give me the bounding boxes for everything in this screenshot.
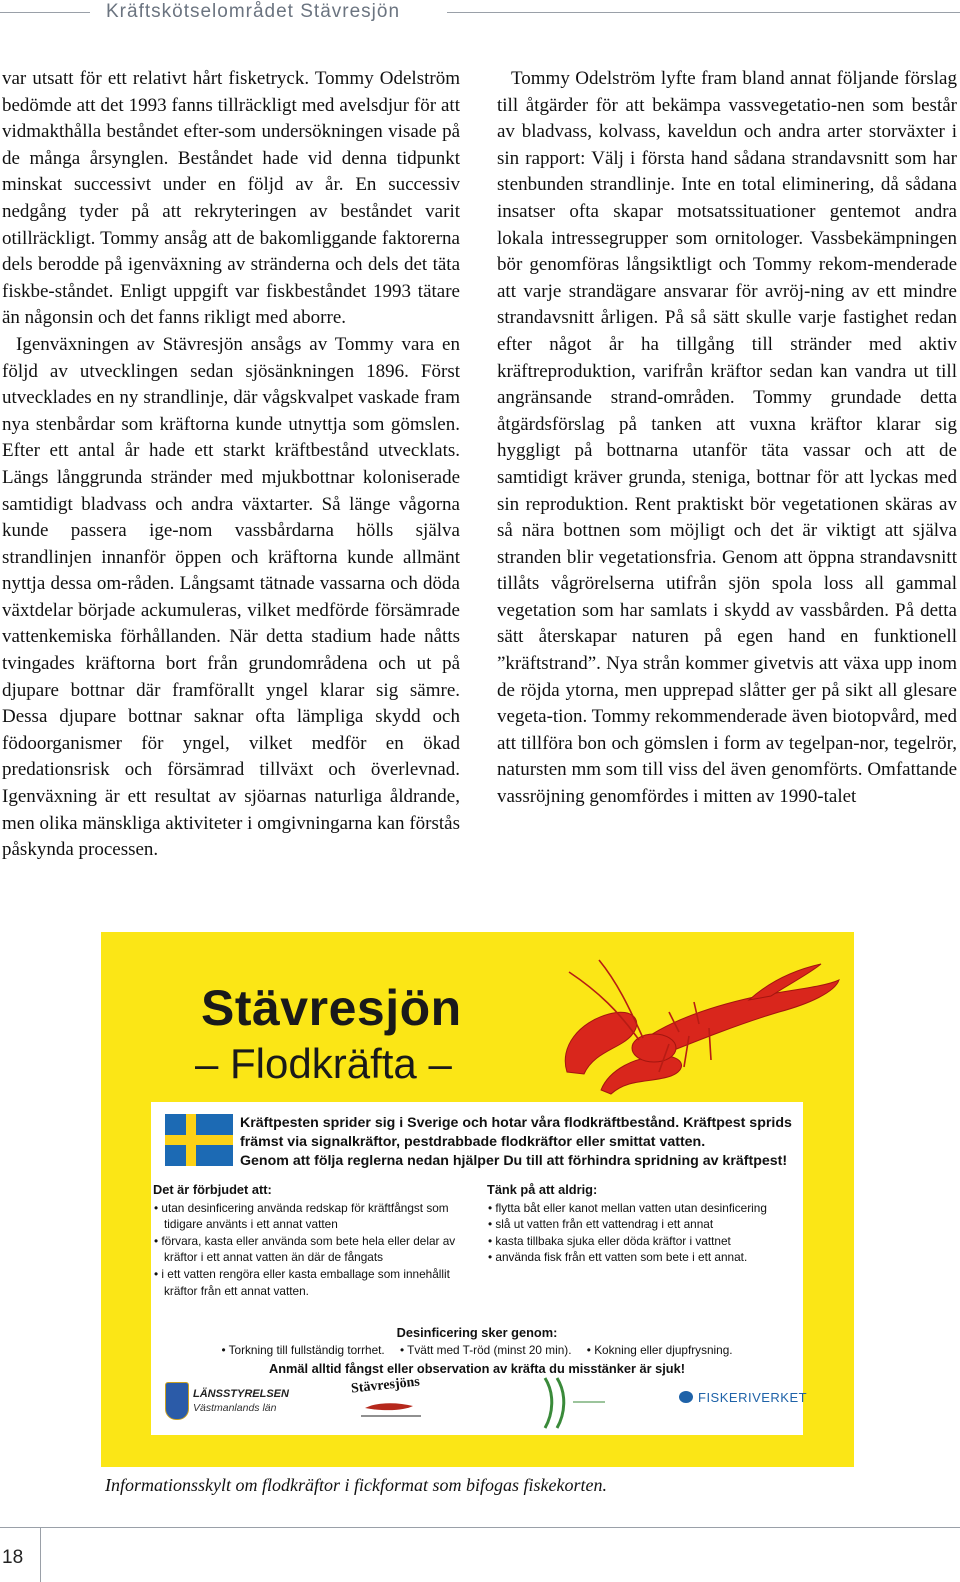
disinfection-heading: Desinficering sker genom: xyxy=(396,1325,558,1340)
forbidden-heading: Det är förbjudet att: xyxy=(153,1182,272,1197)
never-item: • slå ut vatten från ett vattendrag i ett annat xyxy=(488,1217,714,1232)
disinfection-method: • Torkning till fullständig torrhet. xyxy=(221,1343,385,1357)
report-notice: Anmäl alltid fångst eller observation av kräfta du misstänker är sjuk! xyxy=(268,1361,686,1376)
crayfish-info-sign xyxy=(101,932,854,1467)
never-list xyxy=(487,1182,797,1266)
fiskeriverket-logo xyxy=(679,1390,807,1405)
sponsor-logos xyxy=(151,1368,808,1435)
never-item: • flytta båt eller kanot mellan vatten utan desinficering xyxy=(488,1200,767,1215)
crayfish-emblem-icon xyxy=(351,1376,431,1422)
warning-line: Kräftpesten sprider sig i Sverige och hotar våra flodkräftbestånd. Kräftpest sprids xyxy=(240,1115,792,1131)
fish-icon xyxy=(679,1391,693,1403)
crayfish-illustration xyxy=(539,952,844,1097)
hushallningssallskapet-logo xyxy=(539,1374,609,1430)
right-paragraph-1: Tommy Odelström lyfte fram bland annat följande förslag till åtgärder för att bekämpa vassvegetatio-nen som består av bladvass, kolvass, kaveldun och andra arter storväxter i sin rapport: Välj i första hand sådana strandavsnitt som har stenbunden strandlinje. Inte en total eliminering, då sådana insatser ofta skapar motsatssituationer gentemot andra lokala intressegrupper som ornitologer. Vassbekämpningen bör genomföras långsiktligt och Tommy rekom-menderade att varje strandägare ansvarar för avröj-ning av ett mindre strandavsnitt årligen. På så sätt skulle varje fastighet redan efter något år ha tillgång till stränder med aktiv kräftreproduktion, varifrån kräftor sedan kan vandra ut till angränsande strand-områden. Tommy grundade detta åtgärdsförslag på tanken att vuxna kräftor klarar sig hyggligt på bottnarna utanför täta vassar och att de samtidigt kräver grunda, steniga, bottnar för att lyckas med sin reproduktion. Rent praktiskt bör vegetationen skäras av så nära bottnen som möjligt och det är viktigt att själva stranden blir vegetationsfria. Genom att öppna strandavsnitt tillåts vågrörelserna utifrån sjön spola loss all gammal vegetation som har samlats i skydd av vassbården. På detta sätt återskapar naturen på egen hand en funktionell ”kräftstrand”. Nya strån kommer givetvis att växa upp inom de röjda ytorna, men upprepad slåtter ger på sikt all glesare vegeta-tion. Tommy rekommenderade även biotopvård, med att tillföra bon och gömslen i form av tegelpan-nor, tegelrör, natursten mm som till viss del även genomförts. Omfattande vassröjning genomfördes i mitten av 1990-talet xyxy=(497,68,957,808)
lansstyrelsen-name: LÄNSSTYRELSEN xyxy=(193,1388,289,1400)
sign-subtitle: – Flodkräfta – xyxy=(195,1040,452,1087)
never-heading: Tänk på att aldrig: xyxy=(487,1182,598,1197)
header-title: Kräftskötselområdet Stävresjön xyxy=(106,1,401,22)
lansstyrelsen-region: Västmanlands län xyxy=(193,1402,277,1414)
never-item: • använda fisk från ett vatten som bete i ett annat. xyxy=(488,1250,748,1265)
footer-rule xyxy=(0,1527,960,1528)
crayfish-plague-warning xyxy=(240,1114,800,1171)
county-crest-icon xyxy=(165,1382,189,1420)
disinfection-method: • Kokning eller djupfrysning. xyxy=(586,1343,733,1357)
disinfection-methods xyxy=(151,1341,803,1359)
swedish-flag-icon xyxy=(165,1114,233,1166)
stavresjons-association-logo xyxy=(351,1376,431,1422)
sign-rules-panel xyxy=(151,1102,808,1435)
forbidden-item: • utan desinficering använda redskap för kräftfångst som tidigare använts i ett annat vatten xyxy=(154,1200,449,1232)
warning-line: främst via signalkräftor, pestdrabbade flodkräftor eller smittat vatten. xyxy=(240,1134,706,1150)
running-header xyxy=(0,0,960,26)
disinfection-method: • Tvätt med T-röd (minst 20 min). xyxy=(399,1343,572,1357)
page-number: 18 xyxy=(2,1547,24,1568)
right-text-column xyxy=(497,66,957,811)
stavresjons-logo-text: Stävresjöns xyxy=(350,1374,421,1397)
left-text-column xyxy=(2,66,460,864)
sign-title: Stävresjön xyxy=(201,980,462,1036)
warning-line: Genom att följa reglerna nedan hjälper Du till att förhindra spridning av kräftpest! xyxy=(240,1153,788,1169)
left-paragraph-2: Igenväxningen av Stävresjön ansågs av Tommy vara en följd av utvecklingen sedan sjösänkningen 1896. Först utvecklades en ny strandlinje, där vågskvalpet vaskade fram nya stenbårdar som kräftorna kunde utnyttja som gömslen. Efter ett antal år hade ett starkt kräftbestånd utvecklats. Längs långgrunda stränder med mjukbottnar koloniserade samtidigt bladvass och andra växtarter. Så länge vågorna kunde passera ige-nom vassbårdarna hölls själva strandlinjen innanför öppen och kräftorna kunde allmänt nyttja dessa om-råden. Långsamt tätnade vassarna och döda växtdelar började ackumuleras, vilket medförde försämrade vattenkemiska förhållanden. När detta stadium hade nåtts tvingades kräftorna bort från grundområdena och ut på djupare bottnar där framförallt yngel klarar sig sämre. Dessa djupare bottnar saknar ofta lämpliga skydd och födoorganismer för yngel, vilket medför en ökad predationsrisk och försämrad tillväxt och överlevnad. Igenväxning är ett resultat av sjöarnas naturliga åldrande, men olika mänskliga aktiviteter i omgivningarna kan förstås påskynda processen. xyxy=(2,333,460,861)
header-rule-left xyxy=(0,12,90,13)
header-rule-right xyxy=(447,12,960,13)
forbidden-list xyxy=(153,1182,463,1299)
fiskeriverket-name: FISKERIVERKET xyxy=(698,1390,808,1405)
left-paragraph-1: var utsatt för ett relativt hårt fisketryck. Tommy Odelström bedömde att det 1993 fanns tillräckligt med avelsdjur för att vidmakthålla beståndet efter-som undersökningen visade på de många årsynglen. Beståndet hade vid denna tidpunkt minskat successivt under en följd av år. En successiv nedgång tyder på att rekryteringen av beståndet varit otillräckligt. Tommy ansåg att de bakomliggande faktorerna dels berodde på igenväxning av stränderna och dels det täta fiskbe-ståndet. Enligt uppgift var fiskbeståndet 1993 tätare än någonsin och det fanns rikligt med aborre. xyxy=(2,68,460,329)
never-item: • kasta tillbaka sjuka eller döda kräftor i vattnet xyxy=(488,1233,731,1248)
figure-caption: Informationsskylt om flodkräftor i fickformat som bifogas fiskekorten. xyxy=(105,1475,607,1495)
forbidden-item: • i ett vatten rengöra eller kasta emballage som innehållit kräftor från ett annat vatten. xyxy=(154,1266,450,1298)
forbidden-item: • förvara, kasta eller använda som bete hela eller delar av kräftor i ett annat vatten än där de fångats xyxy=(154,1233,456,1265)
footer-rule-vertical xyxy=(40,1527,41,1582)
